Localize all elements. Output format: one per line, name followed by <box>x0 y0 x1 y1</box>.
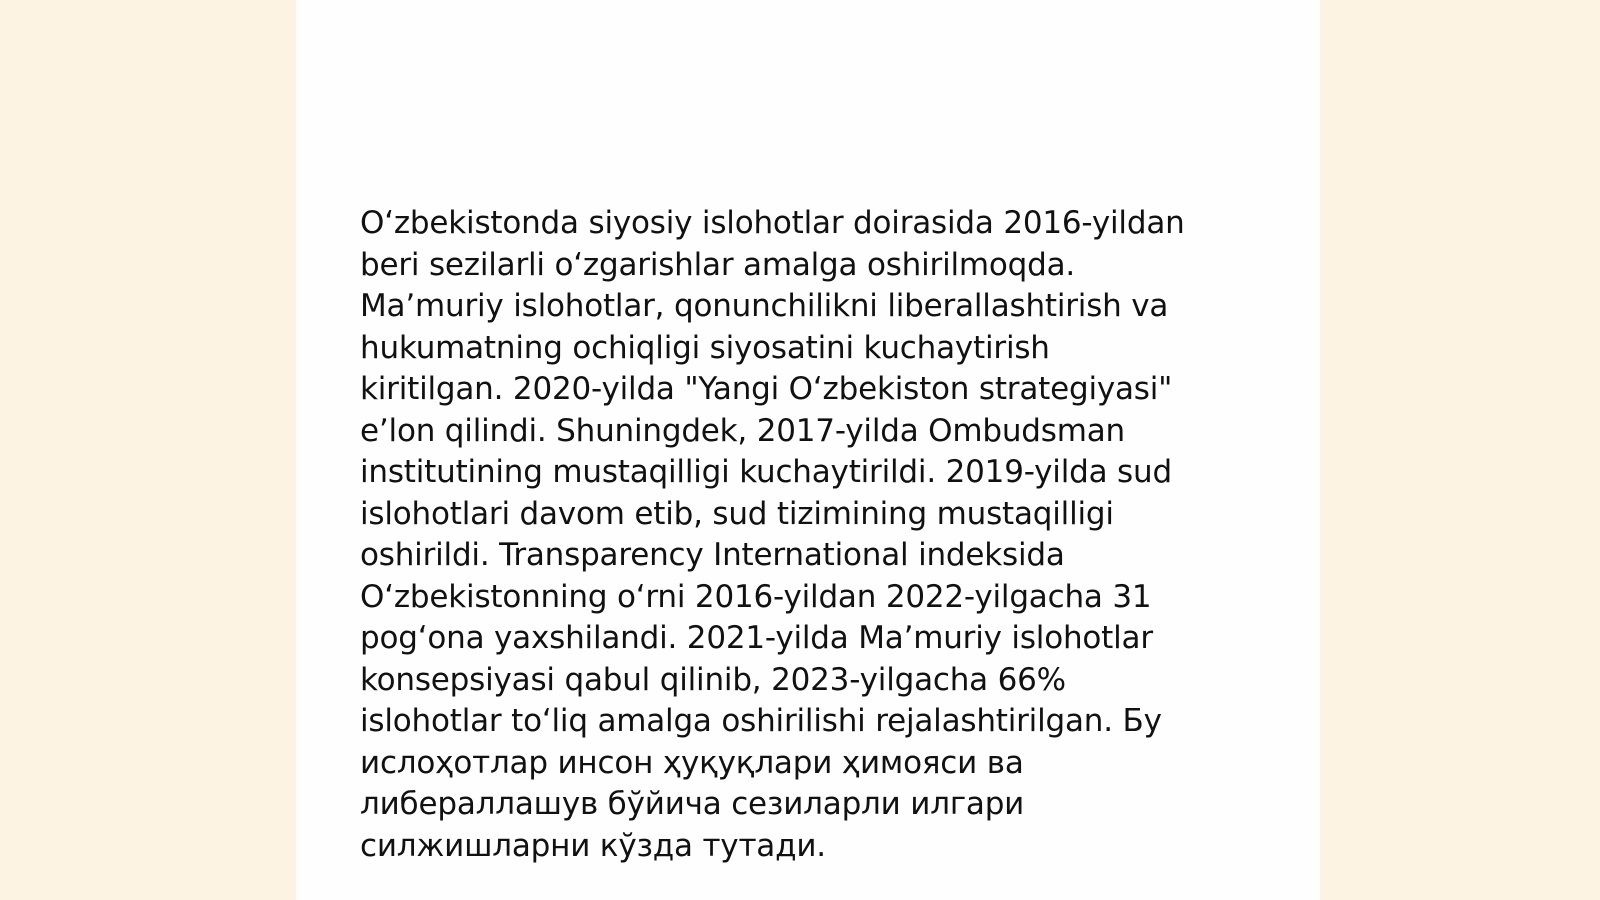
paragraph-line: O‘zbekistonning o‘rni 2016-yildan 2022-yilgacha 31 <box>360 578 1152 615</box>
paragraph-line: O‘zbekistonda siyosiy islohotlar doirasida 2016-yildan <box>360 205 1185 241</box>
paragraph-line: ислоҳотлар инсон ҳуқуқлари ҳимояси ва <box>360 744 1024 781</box>
document-page <box>296 0 1320 900</box>
paragraph-line: beri sezilarli o‘zgarishlar amalga oshirilmoqda. <box>360 246 1076 283</box>
paragraph-line: islohotlar to‘liq amalga oshirilishi rejalashtirilgan. Бу <box>360 703 1162 739</box>
paragraph-line: pog‘ona yaxshilandi. 2021-yilda Ma’muriy islohotlar <box>360 620 1153 656</box>
paragraph-line: либераллашув бўйича сезиларли илгари <box>360 786 1025 822</box>
paragraph-line: oshirildi. Transparency International indeksida <box>360 537 1065 573</box>
paragraph-line: e’lon qilindi. Shuningdek, 2017-yilda Ombudsman <box>360 412 1125 449</box>
paragraph-line: силжишларни кўзда тутади. <box>360 827 826 864</box>
paragraph-line: kiritilgan. 2020-yilda "Yangi O‘zbekiston strategiyasi" <box>360 371 1173 407</box>
body-paragraph <box>360 203 1260 867</box>
paragraph-line: institutining mustaqilligi kuchaytirildi. 2019-yilda sud <box>360 454 1172 490</box>
paragraph-line: Ma’muriy islohotlar, qonunchilikni liberallashtirish va <box>360 288 1169 324</box>
paragraph-line: hukumatning ochiqligi siyosatini kuchaytirish <box>360 329 1050 366</box>
paragraph-line: konsepsiyasi qabul qilinib, 2023-yilgacha 66% <box>360 661 1066 698</box>
paragraph-line: islohotlari davom etib, sud tizimining mustaqilligi <box>360 495 1114 532</box>
